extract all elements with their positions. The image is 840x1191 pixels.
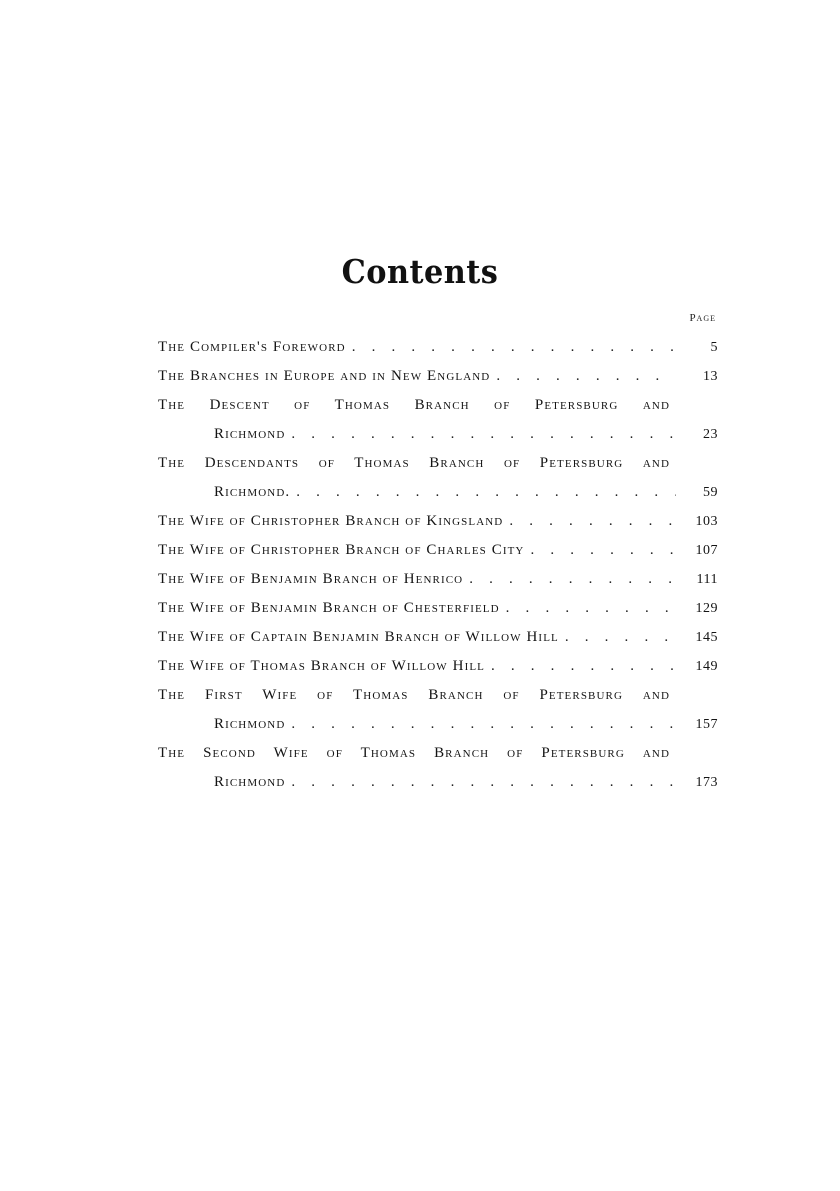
toc-entry-title: The Wife of Benjamin Branch of Henrico: [158, 571, 464, 587]
toc-entry[interactable]: [158, 507, 718, 536]
dot-leader: [503, 507, 676, 536]
toc-entry[interactable]: [158, 565, 718, 594]
table-of-contents: [158, 333, 718, 797]
dot-leader: [485, 652, 676, 681]
toc-entry-page: 149: [695, 659, 718, 674]
toc-entry[interactable]: [158, 739, 718, 797]
dot-leader: [285, 768, 676, 797]
dot-leader: [285, 710, 676, 739]
toc-entry-title: The Descent of Thomas Branch of Petersburg and: [158, 397, 670, 413]
page-column-label: Page: [689, 312, 716, 324]
toc-entry[interactable]: [158, 391, 718, 449]
toc-entry-title-continued: Richmond: [214, 774, 286, 790]
dot-leader: [346, 333, 676, 362]
toc-entry-page: 157: [695, 717, 718, 732]
dot-leader: [490, 362, 676, 391]
toc-entry[interactable]: [158, 681, 718, 739]
toc-entry[interactable]: [158, 362, 718, 391]
toc-entry[interactable]: [158, 333, 718, 362]
toc-entry-title: The Wife of Captain Benjamin Branch of Willow Hill: [158, 629, 559, 645]
toc-entry-page: 145: [695, 630, 718, 645]
toc-entry-page: 103: [695, 514, 718, 529]
toc-entry-title-continued: Richmond: [214, 716, 286, 732]
toc-entry[interactable]: [158, 594, 718, 623]
toc-entry[interactable]: [158, 449, 718, 507]
toc-entry-title: The Wife of Thomas Branch of Willow Hill: [158, 658, 485, 674]
toc-entry-title-continued: Richmond.: [214, 484, 291, 500]
page-title: Contents: [341, 252, 499, 291]
toc-entry-page: 129: [695, 601, 718, 616]
toc-entry-page: 173: [695, 775, 718, 790]
toc-entry[interactable]: [158, 536, 718, 565]
toc-entry-title-continued: Richmond: [214, 426, 286, 442]
toc-entry[interactable]: [158, 623, 718, 652]
toc-entry-title: The Second Wife of Thomas Branch of Petersburg and: [158, 745, 670, 761]
toc-entry-title: The Branches in Europe and in New England: [158, 368, 491, 384]
toc-entry-title: The Wife of Christopher Branch of Kingsland: [158, 513, 504, 529]
toc-entry-page: 107: [695, 543, 718, 558]
toc-entry-title: The Descendants of Thomas Branch of Petersburg and: [158, 455, 671, 471]
toc-entry-title: The Compiler's Foreword: [158, 339, 346, 355]
dot-leader: [290, 478, 676, 507]
dot-leader: [285, 420, 676, 449]
toc-entry-page: 59: [703, 485, 718, 500]
dot-leader: [463, 565, 676, 594]
toc-entry-title: The Wife of Benjamin Branch of Chesterfield: [158, 600, 500, 616]
toc-entry-page: 23: [703, 427, 718, 442]
toc-entry-title: The First Wife of Thomas Branch of Petersburg and: [158, 687, 670, 703]
dot-leader: [559, 623, 676, 652]
dot-leader: [524, 536, 676, 565]
toc-entry-title: The Wife of Christopher Branch of Charles City: [158, 542, 525, 558]
toc-entry-page: 5: [710, 340, 718, 355]
dot-leader: [500, 594, 676, 623]
toc-entry-page: 13: [703, 369, 718, 384]
toc-entry-page: 111: [696, 572, 718, 587]
toc-entry[interactable]: [158, 652, 718, 681]
